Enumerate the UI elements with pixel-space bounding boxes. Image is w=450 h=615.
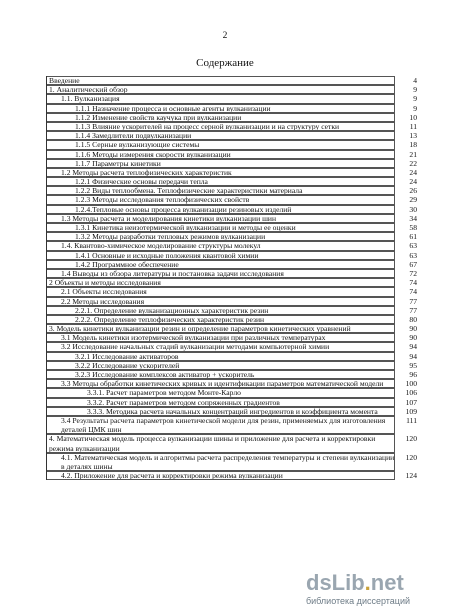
toc-entry-title: 4. Математическая модель процесса вулканизации шины и приложение для расчета и корректировки режима вулканизации	[49, 434, 376, 453]
toc-entry	[47, 223, 417, 232]
toc-entry-title: 1.1.5 Серные вулканизующие системы	[75, 140, 200, 150]
toc-entry-title: 1.2 Методы расчета теплофизических характеристик	[61, 167, 232, 177]
toc-entry-page: 120	[405, 434, 417, 444]
toc-entry	[47, 306, 417, 315]
toc-entry-page: 58	[409, 223, 417, 232]
toc-entry-title: 3.2.1 Исследование активаторов	[75, 351, 179, 361]
toc-entry	[47, 453, 417, 471]
toc-entry-title: 3.3.3. Методика расчета начальных концентраций ингредиентов и коэффициента момента	[87, 406, 378, 416]
toc-entry-page: 106	[405, 388, 417, 398]
toc-entry-page: 24	[409, 177, 417, 187]
toc-entry-page: 11	[409, 121, 417, 131]
toc-entry-page: 24	[409, 167, 417, 177]
toc-entry-page: 29	[409, 195, 417, 205]
toc-entry-title: 3.2.2 Исследование ускорителей	[75, 360, 180, 370]
toc-entry	[47, 232, 417, 241]
toc-entry	[47, 76, 417, 85]
toc-entry-page: 90	[409, 324, 417, 334]
watermark	[306, 570, 438, 610]
toc-entry-title: 3.2.3 Исследование комплексов активатор + ускоритель	[75, 370, 255, 380]
toc-entry	[47, 324, 417, 333]
toc-entry-title: 3. Модель кинетики вулканизации резин и определение параметров кинетических уравнений	[49, 324, 351, 334]
toc-entry-title: 1.1.1 Назначение процесса и основные агенты вулканизации	[75, 103, 271, 113]
toc-entry-page: 30	[409, 204, 417, 214]
toc-entry-title: 1.3 Методы расчета и моделирования кинетики вулканизации шин	[61, 213, 277, 223]
toc-entry-page: 22	[409, 158, 417, 168]
toc-entry-page: 63	[409, 250, 417, 260]
watermark-subtitle: библиотека диссертаций	[306, 596, 411, 606]
toc-entry-title: 4.1. Математическая модель и алгоритмы расчета распределения температуры и степени вулканизации в деталях шины	[61, 452, 395, 471]
toc-entry-page: 124	[405, 471, 417, 481]
toc-entry-page: 61	[409, 232, 417, 242]
toc-entry-page: 96	[409, 370, 417, 380]
toc-entry-title: 3.3 Методы обработки кинетических кривых и идентификации параметров математической модели	[61, 379, 384, 389]
toc-entry-page: 74	[409, 287, 417, 297]
toc-entry	[47, 140, 417, 149]
toc-entry	[47, 251, 417, 260]
page-title: Содержание	[196, 57, 254, 69]
toc-entry-title: 1.1.6 Методы измерения скорости вулканизации	[75, 149, 231, 159]
toc-entry	[47, 131, 417, 140]
toc-entry-page: 9	[413, 94, 417, 104]
toc-entry-page: 107	[405, 397, 417, 407]
toc-entry-title: 1.1.3 Влияние ускорителей на процесс серной вулканизации и на структуру сетки	[75, 121, 340, 131]
watermark-logo	[306, 570, 404, 596]
toc-entry-page: 77	[409, 305, 417, 315]
toc-entry-title: 1.1. Вулканизация	[61, 94, 120, 104]
toc-entry	[47, 269, 417, 278]
toc-entry-title: 1.2.4.Тепловые основы процесса вулканизации резиновых изделий	[75, 204, 292, 214]
toc-entry	[47, 159, 417, 168]
toc-entry-title: 3.4 Результаты расчета параметров кинетической модели для резин, применяемых для изготовления деталей ЦМК шин	[61, 415, 386, 435]
toc-entry-title: 1.1.2 Изменение свойств каучука при вулканизации	[75, 112, 242, 122]
toc-entry-title: Введение	[49, 76, 80, 85]
toc-entry-title: 1.4 Выводы из обзора литературы и постановка задачи исследования	[61, 268, 284, 278]
toc-entry-title: 3.1 Модель кинетики изотермической вулканизации при различных температурах	[61, 333, 326, 343]
toc-entry	[47, 407, 417, 416]
toc-entry-title: 1.1.4 Замедлители подвулканизации	[75, 131, 192, 141]
toc-entry	[47, 471, 417, 480]
toc-entry	[47, 398, 417, 407]
toc-entry-page: 80	[409, 314, 417, 324]
toc-entry	[47, 388, 417, 397]
toc-entry	[47, 122, 417, 131]
toc-entry-title: 2.2 Методы исследования	[61, 296, 145, 306]
toc-entry-title: 2.2.1. Определение вулканизационных характеристик резин	[75, 305, 269, 315]
toc-entry	[47, 379, 417, 388]
toc-entry	[47, 94, 417, 103]
toc-entry-page: 67	[409, 259, 417, 269]
toc-entry-title: 1.2.2 Виды теплообмена. Теплофизические характеристики материала	[75, 186, 303, 196]
toc-entry	[47, 416, 417, 434]
toc-entry	[47, 205, 417, 214]
toc-entry-title: 1.1.7 Параметры кинетики	[75, 158, 161, 168]
toc-entry	[47, 104, 417, 113]
toc-entry	[47, 342, 417, 351]
toc-entry-page: 26	[409, 186, 417, 196]
toc-entry-title: 1.2.3 Методы исследования теплофизических свойств	[75, 195, 250, 205]
toc-entry-title: 1.4.2 Программное обеспечение	[75, 259, 179, 269]
toc-entry-page: 72	[409, 268, 417, 278]
toc-entry-page: 77	[409, 296, 417, 306]
toc-entry-title: 1. Аналитический обзор	[49, 85, 128, 95]
toc-entry	[47, 195, 417, 204]
toc-entry-title: 2.1 Объекты исследования	[61, 287, 147, 297]
toc-entry	[47, 186, 417, 195]
toc-entry	[47, 434, 417, 452]
toc-entry-page: 34	[409, 213, 417, 223]
toc-entry-title: 3.2 Исследование начальных стадий вулканизации методами компьютерной химии	[61, 342, 330, 352]
watermark-logo-tld: net	[370, 570, 404, 595]
toc-entry-title: 4.2. Приложение для расчета и корректировки режима вулканизации	[61, 471, 283, 481]
toc-entry-page: 10	[409, 112, 417, 122]
toc-entry-page: 21	[409, 149, 417, 159]
toc-entry-page: 109	[405, 406, 417, 416]
watermark-logo-dot: .	[364, 570, 371, 595]
toc-entry	[47, 287, 417, 296]
toc-entry-title: 3.3.2. Расчет параметров методом сопряженных градиентов	[87, 397, 280, 407]
toc-entry-page: 74	[409, 278, 417, 288]
toc-entry-page: 63	[409, 241, 417, 251]
toc-entry	[47, 278, 417, 287]
toc-entry	[47, 150, 417, 159]
toc-entry	[47, 352, 417, 361]
toc-entry-page: 9	[413, 103, 417, 113]
toc-entry-page: 95	[409, 360, 417, 370]
table-of-contents	[46, 76, 417, 480]
toc-entry-title: 3.3.1. Расчет параметров методом Монте-Карло	[87, 388, 241, 398]
toc-entry-page: 4	[413, 76, 417, 85]
watermark-logo-main: dsLib	[306, 570, 365, 595]
toc-entry-page: 13	[409, 131, 417, 141]
toc-entry	[47, 297, 417, 306]
toc-entry-page: 111	[406, 415, 417, 425]
toc-entry-title: 1.4. Квантово-химическое моделирование структуры молекул	[61, 241, 261, 251]
toc-entry-page: 94	[409, 351, 417, 361]
toc-entry	[47, 333, 417, 342]
toc-entry	[47, 177, 417, 186]
toc-entry-title: 1.2.1 Физические основы передачи тепла	[75, 177, 208, 187]
toc-entry-title: 2 Объекты и методы исследования	[49, 278, 161, 288]
toc-entry	[47, 113, 417, 122]
toc-entry	[47, 241, 417, 250]
toc-entry	[47, 361, 417, 370]
toc-entry	[47, 315, 417, 324]
toc-entry-title: 1.3.1 Кинетика неизотермической вулканизации и методы ее оценки	[75, 223, 296, 232]
toc-entry-title: 1.4.1 Основные и исходные положения квантовой химии	[75, 250, 259, 260]
toc-entry	[47, 214, 417, 223]
toc-entry	[47, 370, 417, 379]
toc-entry-title: 2.2.2. Определение теплофизических характеристик резин	[75, 314, 265, 324]
toc-entry-page: 100	[405, 379, 417, 389]
toc-entry-page: 120	[405, 452, 417, 462]
toc-entry	[47, 168, 417, 177]
toc-entry-page: 90	[409, 333, 417, 343]
toc-entry	[47, 85, 417, 94]
page-number: 2	[222, 31, 228, 41]
toc-entry-page: 94	[409, 342, 417, 352]
toc-entry-title: 1.3.2 Методы разработки тепловых режимов вулканизации	[75, 232, 266, 242]
toc-entry-page: 9	[413, 85, 417, 95]
toc-entry-page: 18	[409, 140, 417, 150]
toc-entry	[47, 260, 417, 269]
